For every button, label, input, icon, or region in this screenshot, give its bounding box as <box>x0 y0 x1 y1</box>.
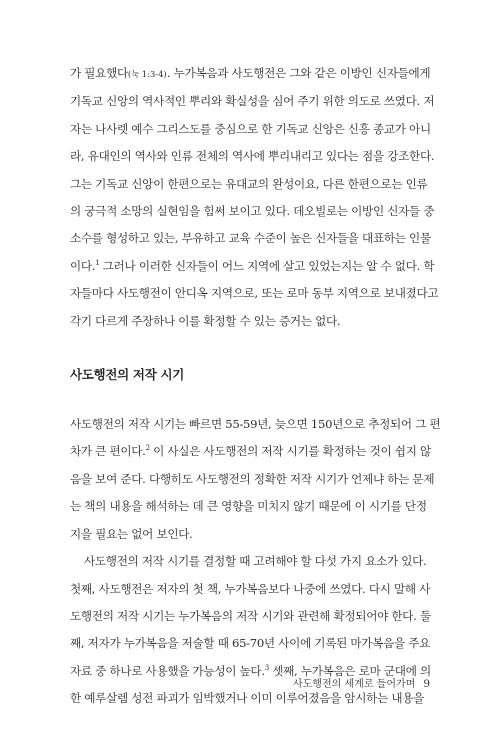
text-line: 째, 저자가 누가복음을 저술할 때 65-70년 사이에 기록된 마가복음을 주요 <box>70 636 431 651</box>
text-line: 이다.$^1$ 그러나 이러한 신자들이 어느 지역에 살고 있었는지는 알 수 없다. 학 <box>70 258 435 273</box>
page-body <box>70 60 441 713</box>
text-line: 첫째, 사도행전은 저자의 첫 책, 누가복음보다 나중에 쓰였다. 다시 말해 사 <box>70 581 431 596</box>
footnote-marker[interactable]: 1 <box>95 258 100 267</box>
text-line: 는 책의 내용을 해석하는 데 큰 영향을 미치지 않기 때문에 이 시기를 단정 <box>70 499 427 514</box>
footnote-marker[interactable]: 3 <box>264 663 269 672</box>
paragraph-intro-continued <box>70 60 439 335</box>
text-line: 음을 보여 준다. 다행히도 사도행전의 정확한 저작 시기가 언제냐 하는 문제 <box>70 471 435 486</box>
text-line: 자는 나사렛 예수 그리스도를 중심으로 한 기독교 신앙은 신흥 종교가 아니 <box>70 121 431 136</box>
footnote-marker[interactable]: 2 <box>145 444 150 453</box>
running-title: 사도행전의 세계로 들어가며 <box>293 679 416 690</box>
text-line: 자들마다 사도행전이 안디옥 지역으로, 또는 로마 동부 지역으로 보내졌다고 <box>70 286 439 301</box>
page-number: 9 <box>423 678 430 690</box>
scripture-citation: (눅 1:3-4) <box>127 69 167 79</box>
text-line: 사도행전의 저작 시기를 결정할 때 고려해야 할 다섯 가지 요소가 있다. <box>84 554 427 569</box>
text-line: 라, 유대인의 역사와 인류 전체의 역사에 뿌리내리고 있다는 점을 강조한다. <box>70 149 435 164</box>
text-line: 차가 큰 편이다.$^2$ 이 사실은 사도행전의 저작 시기를 확정하는 것이 쉽지 않 <box>70 444 431 459</box>
paragraph-dating-1 <box>70 411 441 548</box>
text-line: 도행전의 저작 시기는 누가복음의 저작 시기와 관련해 확정되어야 한다. 둘 <box>70 608 431 623</box>
page-footer <box>293 675 430 690</box>
text-line: 의 궁극적 소망의 실현임을 힘써 보이고 있다. 데오빌로는 이방인 신자들 중 <box>70 204 435 219</box>
text-line: 한 예루살렘 성전 파괴가 임박했거나 이미 이루어졌음을 암시하는 내용을 <box>70 691 425 706</box>
text-line: 지을 필요는 없어 보인다. <box>70 526 193 541</box>
text-line: 그는 기독교 신앙이 한편으로는 유대교의 완성이요, 다른 한편으로는 인류 <box>70 176 428 191</box>
section-heading: 사도행전의 저작 시기 <box>70 367 185 383</box>
text-line: 기독교 신앙의 역사적인 뿌리와 확실성을 심어 주기 위한 의도로 쓰였다. 저 <box>70 94 435 109</box>
text-line: 자료 중 하나로 사용했을 가능성이 높다.$^3$ 셋째, 누가복음은 로마 군대에 의 <box>70 663 431 678</box>
text-line: 사도행전의 저작 시기는 빠르면 55-59년, 늦으면 150년으로 추정되어 그 편 <box>70 417 441 432</box>
text-line: 가 필요했다(눅 1:3-4). 누가복음과 사도행전은 그와 같은 이방인 신자들에게 <box>70 66 431 80</box>
text-line: 각기 다르게 주장하나 이를 확정할 수 있는 증거는 없다. <box>70 313 341 328</box>
text-line: 소수를 형성하고 있는, 부유하고 교육 수준이 높은 신자들을 대표하는 인물 <box>70 231 431 246</box>
